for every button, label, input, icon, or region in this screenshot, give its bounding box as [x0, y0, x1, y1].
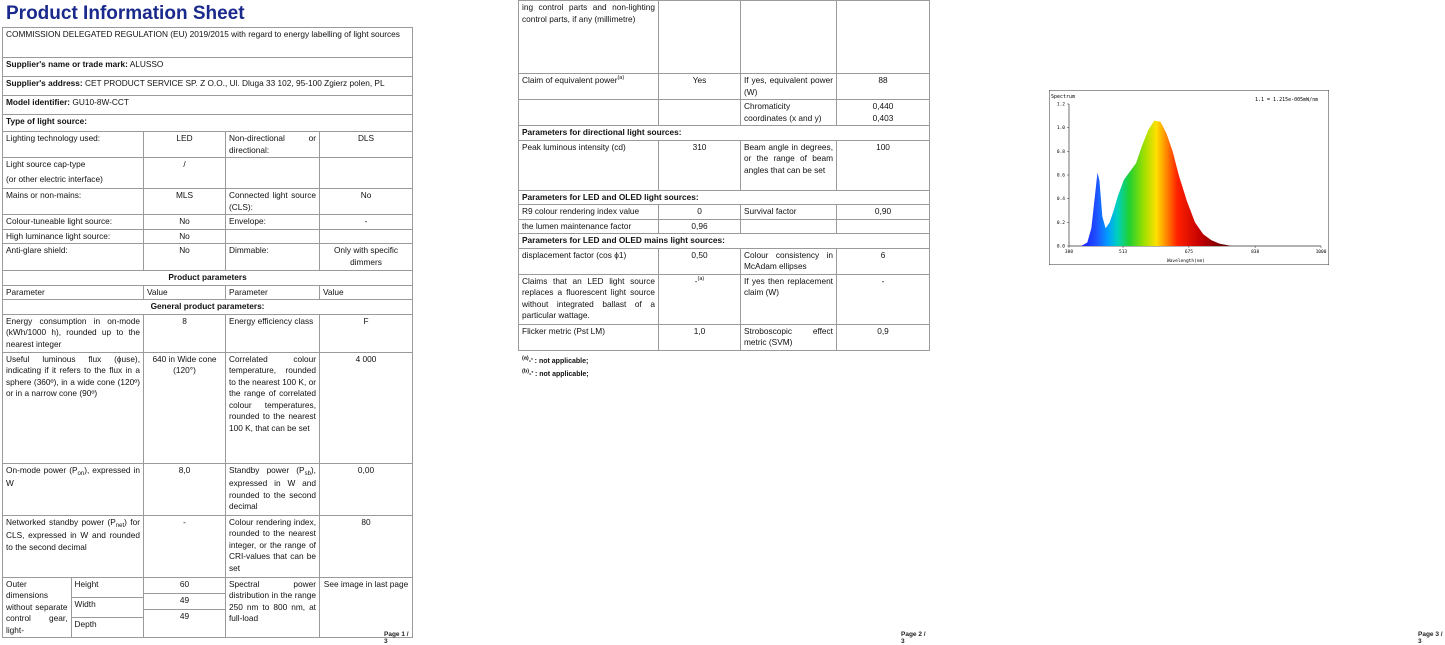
nondir-value: DLS [320, 132, 413, 158]
eff-class-label: Energy efficiency class [226, 314, 320, 352]
cap-value: / [144, 158, 226, 189]
footnote-b: $^{(b)}$-' : not applicable; [522, 368, 589, 381]
col-parameter: Parameter [3, 285, 144, 300]
product-params-header: Product parameters [3, 271, 413, 286]
psb-value: 0,00 [320, 463, 413, 515]
peak-value: 310 [659, 140, 741, 190]
x-tick-label: 838 [1251, 249, 1259, 255]
equiv-w-label: If yes, equivalent power (W) [741, 74, 837, 100]
survival-label: Survival factor [741, 205, 837, 220]
dims-label-continued: ing control parts and non-lighting control parts, if any (millimetre) [519, 1, 659, 74]
tuneable-label: Colour-tuneable light source: [3, 215, 144, 230]
r9-value: 0 [659, 205, 741, 220]
disp-value: 0,50 [659, 248, 741, 274]
col-value: Value [144, 285, 226, 300]
cls-label: Connected light source (CLS): [226, 189, 320, 215]
page-number: Page 3 / 3 [1418, 631, 1445, 645]
height-label: Height [71, 578, 143, 598]
svm-label: Stroboscopic effect metric (SVM) [741, 324, 837, 350]
supplier-name-row: Supplier's name or trade mark: ALUSSO [3, 58, 413, 77]
eff-class-value: F [320, 314, 413, 352]
y-tick-label: 0.2 [1057, 220, 1065, 226]
beam-value: 100 [837, 140, 930, 190]
x-tick-label: 1000 [1316, 249, 1327, 255]
claims-value: -$^{(a)}$ [659, 274, 741, 324]
x-axis-label: Wavelength(nm) [1167, 258, 1205, 264]
footnote-a: $^{(a)}$-' : not applicable; [522, 355, 589, 368]
info-table [2, 27, 413, 638]
y-tick-label: 0.0 [1057, 244, 1065, 250]
depth-label: Depth [71, 617, 143, 637]
y-tick-label: 1.0 [1057, 125, 1065, 131]
y-tick-label: 1.2 [1057, 102, 1065, 108]
y-tick-label: 0.6 [1057, 173, 1065, 179]
dims-label: Outer dimensions without separate control gear, light- [3, 578, 71, 638]
info-table-continued [518, 0, 930, 351]
model-row: Model identifier: GU10-8W-CCT [3, 96, 413, 115]
spd-value: See image in last page [320, 577, 413, 638]
mcadam-label: Colour consistency in McAdam ellipses [741, 248, 837, 274]
cap-label: Light source cap-type (or other electric interface) [3, 158, 144, 189]
lighting-tech-value: LED [144, 132, 226, 158]
cct-value: 4 000 [320, 352, 413, 463]
chroma-values: 0,440 0,403 [837, 100, 930, 126]
chart-header-right: 1.1 = 1.215e-005mW/nm [1255, 97, 1318, 103]
spd-label: Spectral power distribution in the range 250 nm to 800 nm, at full-load [226, 577, 320, 638]
chroma-label: Chromaticity coordinates (x and y) [741, 100, 837, 126]
flicker-label: Flicker metric (Pst LM) [519, 324, 659, 350]
equiv-w-value: 88 [837, 74, 930, 100]
dimmable-label: Dimmable: [226, 244, 320, 271]
peak-label: Peak luminous intensity (cd) [519, 140, 659, 190]
r9-label: R9 colour rendering index value [519, 205, 659, 220]
col-value: Value [320, 285, 413, 300]
equiv-label: Claim of equivalent power$^{(a)}$ [519, 74, 659, 100]
x-tick-label: 513 [1119, 249, 1127, 255]
y-tick-label: 0.4 [1057, 196, 1065, 202]
pon-value: 8,0 [144, 463, 226, 515]
envelope-label: Envelope: [226, 215, 320, 230]
width-label: Width [71, 597, 143, 617]
replace-label: If yes then replacement claim (W) [741, 274, 837, 324]
pnet-label: Networked standby power $(P_{net})$ for CLS, expressed in W and rounded to the second decimal [3, 515, 144, 577]
claims-label: Claims that an LED light source replaces a fluorescent light source without integrated ballast of a particular wattage. [519, 274, 659, 324]
svm-value: 0,9 [837, 324, 930, 350]
mains-value: MLS [144, 189, 226, 215]
maint-label: the lumen maintenance factor [519, 219, 659, 234]
lighting-tech-label: Lighting technology used: [3, 132, 144, 158]
chart-title: Spectrum [1051, 94, 1075, 100]
cri-label: Colour rendering index, rounded to the nearest integer, or the range of CRI-values that can be set [226, 515, 320, 577]
cls-value: No [320, 189, 413, 215]
spectrum-chart [1049, 90, 1329, 265]
footnotes [522, 355, 589, 381]
col-parameter: Parameter [226, 285, 320, 300]
tuneable-value: No [144, 215, 226, 230]
maint-value: 0,96 [659, 219, 741, 234]
general-params-header: General product parameters: [3, 300, 413, 315]
antiglare-value: No [144, 244, 226, 271]
flicker-value: 1,0 [659, 324, 741, 350]
dims-cell [3, 577, 144, 638]
mains-header: Parameters for LED and OLED mains light sources: [519, 234, 930, 249]
dimmable-value: Only with specific dimmers [320, 244, 413, 271]
highlum-label: High luminance light source: [3, 229, 144, 244]
mains-label: Mains or non-mains: [3, 189, 144, 215]
cri-value: 80 [320, 515, 413, 577]
x-tick-label: 675 [1185, 249, 1193, 255]
page-2 [517, 0, 929, 640]
x-tick-label: 380 [1065, 249, 1073, 255]
dims-values [144, 577, 226, 638]
type-header: Type of light source: [3, 115, 413, 132]
psb-label: Standby power $(P_{sb})$, expressed in W and rounded to the second decimal [226, 463, 320, 515]
equiv-value: Yes [659, 74, 741, 100]
supplier-address-row: Supplier's address: CET PRODUCT SERVICE SP. Z O.O., Ul. Dluga 33 102, 95-100 Zgierz polen, PL [3, 77, 413, 96]
flux-value: 640 in Wide cone (120°) [144, 352, 226, 463]
energy-value: 8 [144, 314, 226, 352]
pon-label: On-mode power $(P_{on})$, expressed in W [3, 463, 144, 515]
directional-header: Parameters for directional light sources: [519, 126, 930, 141]
mcadam-value: 6 [837, 248, 930, 274]
width-value: 49 [144, 594, 225, 610]
energy-label: Energy consumption in on-mode (kWh/1000 h), rounded up to the nearest integer [3, 314, 144, 352]
envelope-value: - [320, 215, 413, 230]
cct-label: Correlated colour temperature, rounded to the nearest 100 K, or the range of correlated colour temperatures, rounded to the nearest 100 K, that can be set [226, 352, 320, 463]
page-number: Page 2 / 3 [901, 631, 929, 645]
beam-label: Beam angle in degrees, or the range of beam angles that can be set [741, 140, 837, 190]
survival-value: 0,90 [837, 205, 930, 220]
highlum-value: No [144, 229, 226, 244]
nondir-label: Non-directional or directional: [226, 132, 320, 158]
page-1 [0, 0, 412, 640]
y-tick-label: 0.8 [1057, 149, 1065, 155]
led-header: Parameters for LED and OLED light sources: [519, 190, 930, 205]
disp-label: displacement factor (cos ϕ1) [519, 248, 659, 274]
page-number: Page 1 / 3 [384, 631, 412, 645]
antiglare-label: Anti-glare shield: [3, 244, 144, 271]
flux-label: Useful luminous flux (ϕuse), indicating if it refers to the flux in a sphere (360º), in a wide cone (120º) or in a narrow cone (90º) [3, 352, 144, 463]
replace-value: - [837, 274, 930, 324]
page-title: Product Information Sheet [6, 3, 245, 25]
regulation-text: COMMISSION DELEGATED REGULATION (EU) 2019/2015 with regard to energy labelling of light sources [3, 28, 413, 58]
pnet-value: - [144, 515, 226, 577]
height-value: 60 [144, 578, 225, 594]
depth-value: 49 [144, 610, 225, 625]
